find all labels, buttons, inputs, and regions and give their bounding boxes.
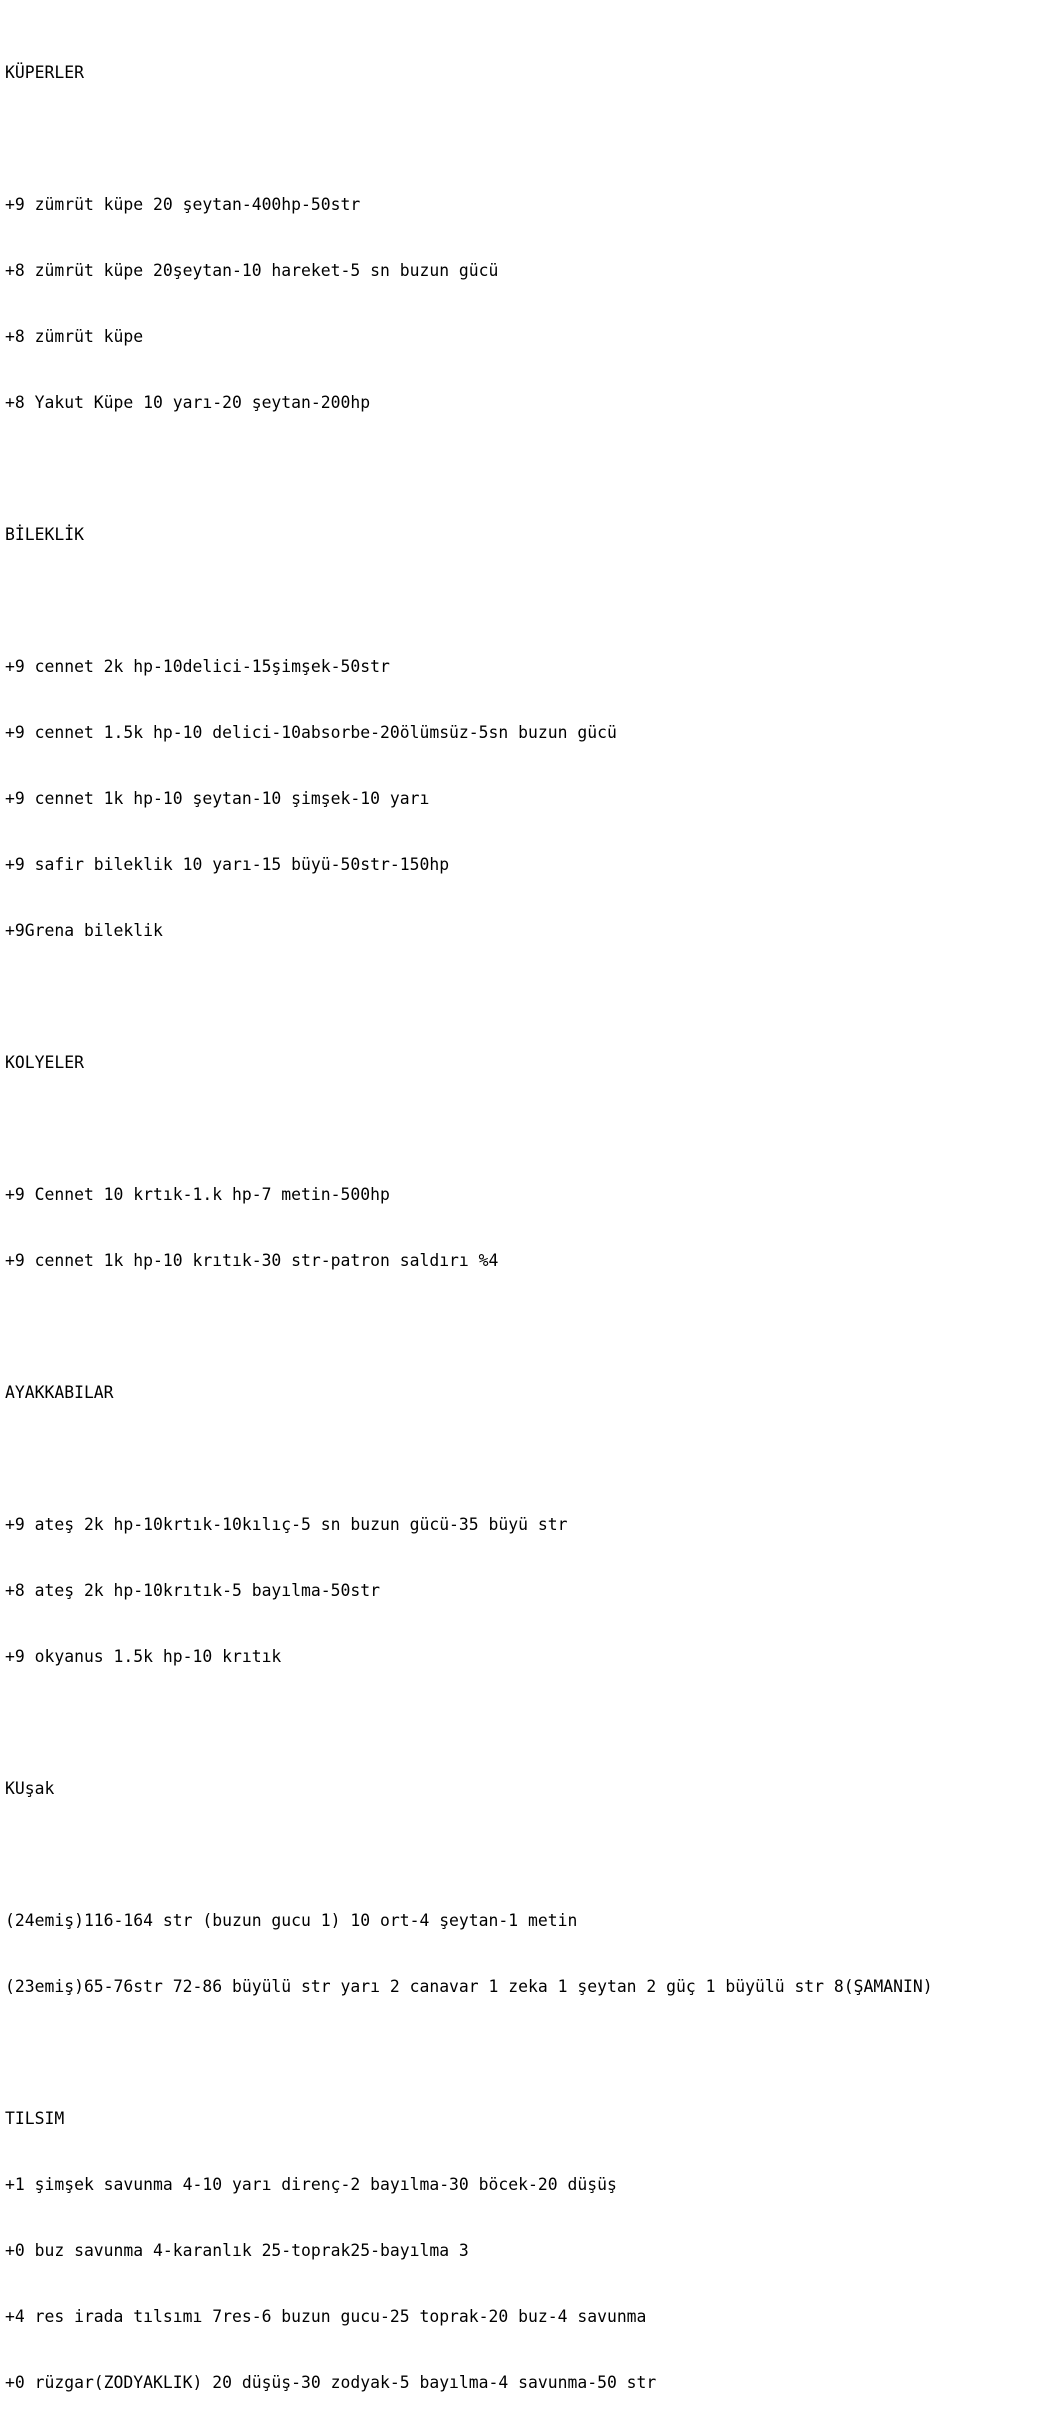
blank-line (5, 986, 1050, 1008)
text-line: +9 okyanus 1.5k hp-10 krıtık (5, 1647, 282, 1666)
text-line: +9 zümrüt küpe 20 şeytan-400hp-50str (5, 195, 361, 214)
section-heading-ayakkabilar: AYAKKABILAR (5, 1383, 114, 1402)
text-line: +9 safir bileklik 10 yarı-15 büyü-50str-150hp (5, 855, 450, 874)
blank-line (5, 1316, 1050, 1338)
section-heading-kolyeler: KOLYELER (5, 1053, 84, 1072)
text-line: +4 res irada tılsımı 7res-6 buzun gucu-25 toprak-20 buz-4 savunma (5, 2307, 647, 2326)
text-line: +8 zümrüt küpe (5, 327, 144, 346)
text-line: +9 ateş 2k hp-10krtık-10kılıç-5 sn buzun gücü-35 büyü str (5, 1515, 568, 1534)
section-heading-tilsim: TILSIM (5, 2109, 65, 2128)
text-line: +0 rüzgar(ZODYAKLIK) 20 düşüş-30 zodyak-5 bayılma-4 savunma-50 str (5, 2373, 657, 2392)
text-line: +0 buz savunma 4-karanlık 25-toprak25-bayılma 3 (5, 2241, 469, 2260)
text-line: +8 zümrüt küpe 20şeytan-10 hareket-5 sn buzun gücü (5, 261, 499, 280)
text-line: +9 Cennet 10 krtık-1.k hp-7 metin-500hp (5, 1185, 390, 1204)
text-line: (24emiş)116-164 str (buzun gucu 1) 10 ort-4 şeytan-1 metin (5, 1911, 578, 1930)
blank-line (5, 1712, 1050, 1734)
text-line: +9 cennet 1k hp-10 şeytan-10 şimşek-10 yarı (5, 789, 430, 808)
text-line: +9 cennet 1k hp-10 krıtık-30 str-patron saldırı %4 (5, 1251, 499, 1270)
text-line: +9 cennet 2k hp-10delici-15şimşek-50str (5, 657, 390, 676)
blank-line (5, 590, 1050, 612)
blank-line (5, 128, 1050, 150)
section-heading-kuperler: KÜPERLER (5, 63, 84, 82)
text-line: (23emiş)65-76str 72-86 büyülü str yarı 2 canavar 1 zeka 1 şeytan 2 güç 1 büyülü str 8(ŞAMANIN) (5, 1977, 933, 1996)
blank-line (5, 2042, 1050, 2064)
blank-line (5, 1118, 1050, 1140)
section-heading-kusak: KUşak (5, 1779, 55, 1798)
text-line: +1 şimşek savunma 4-10 yarı direnç-2 bayılma-30 böcek-20 düşüş (5, 2175, 617, 2194)
text-line: +9 cennet 1.5k hp-10 delici-10absorbe-20ölümsüz-5sn buzun gücü (5, 723, 617, 742)
text-line: +9Grena bileklik (5, 921, 163, 940)
text-line: +8 Yakut Küpe 10 yarı-20 şeytan-200hp (5, 393, 371, 412)
blank-line (5, 458, 1050, 480)
text-line: +8 ateş 2k hp-10krıtık-5 bayılma-50str (5, 1581, 380, 1600)
blank-line (5, 1844, 1050, 1866)
blank-line (5, 1448, 1050, 1470)
section-heading-bileklik: BİLEKLİK (5, 525, 84, 544)
